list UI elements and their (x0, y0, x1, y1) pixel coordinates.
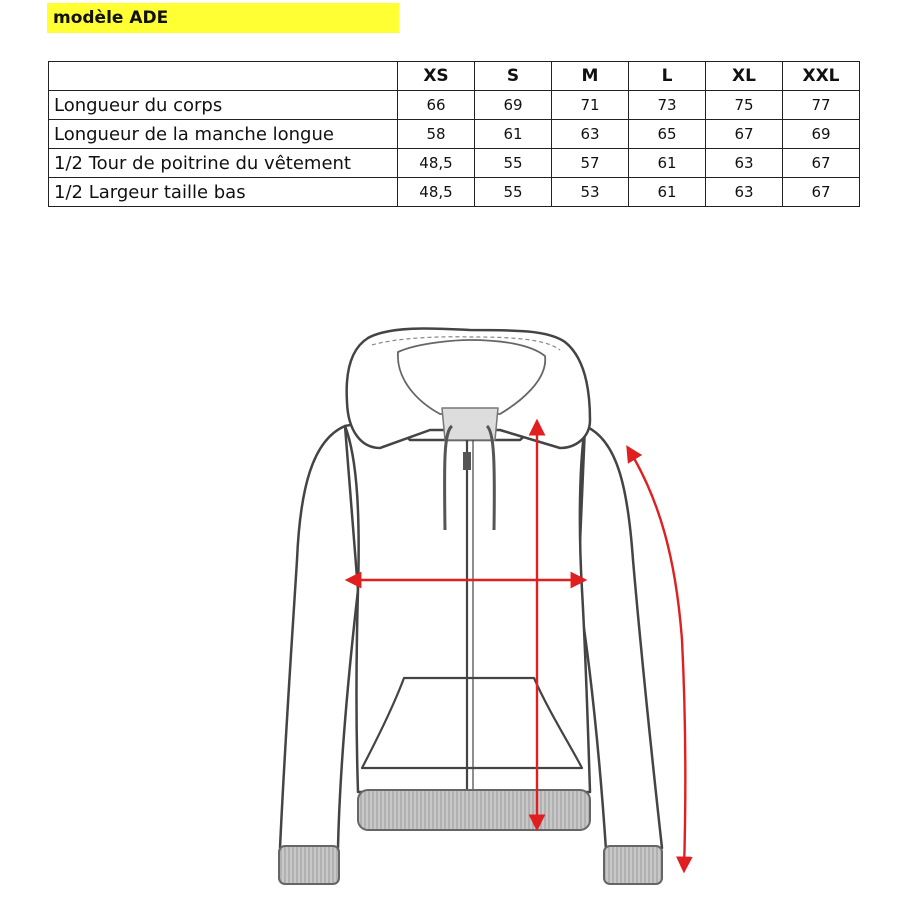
row-label: Longueur du corps (49, 91, 398, 120)
table-cell: 67 (783, 178, 860, 207)
table-cell: 57 (552, 149, 629, 178)
table-cell: 67 (706, 120, 783, 149)
size-header-xs: XS (398, 62, 475, 91)
table-cell: 69 (475, 91, 552, 120)
table-cell: 73 (629, 91, 706, 120)
table-cell: 61 (629, 149, 706, 178)
table-cell: 58 (398, 120, 475, 149)
size-header-xxl: XXL (783, 62, 860, 91)
size-header-xl: XL (706, 62, 783, 91)
waistband (358, 790, 590, 830)
table-cell: 48,5 (398, 178, 475, 207)
right-cuff (604, 846, 662, 884)
table-cell: 55 (475, 149, 552, 178)
size-header-l: L (629, 62, 706, 91)
row-label: 1/2 Largeur taille bas (49, 178, 398, 207)
page-title: modèle ADE (47, 3, 399, 33)
size-header-s: S (475, 62, 552, 91)
table-cell: 66 (398, 91, 475, 120)
left-cuff (279, 846, 339, 884)
table-cell: 53 (552, 178, 629, 207)
size-header-m: M (552, 62, 629, 91)
hoodie-outline (280, 328, 662, 850)
table-cell: 63 (706, 178, 783, 207)
table-cell: 48,5 (398, 149, 475, 178)
table-cell: 75 (706, 91, 783, 120)
table-cell: 61 (629, 178, 706, 207)
row-label: 1/2 Tour de poitrine du vêtement (49, 149, 398, 178)
left-sleeve (280, 426, 358, 848)
table-cell: 63 (552, 120, 629, 149)
table-cell: 77 (783, 91, 860, 120)
table-cell: 55 (475, 178, 552, 207)
table-cell: 65 (629, 120, 706, 149)
row-label: Longueur de la manche longue (49, 120, 398, 149)
table-cell: 61 (475, 120, 552, 149)
table-cell: 71 (552, 91, 629, 120)
table-cell: 67 (783, 149, 860, 178)
neck-lining (442, 408, 498, 440)
zipper-pull (463, 452, 471, 470)
table-cell: 69 (783, 120, 860, 149)
table-cell: 63 (706, 149, 783, 178)
